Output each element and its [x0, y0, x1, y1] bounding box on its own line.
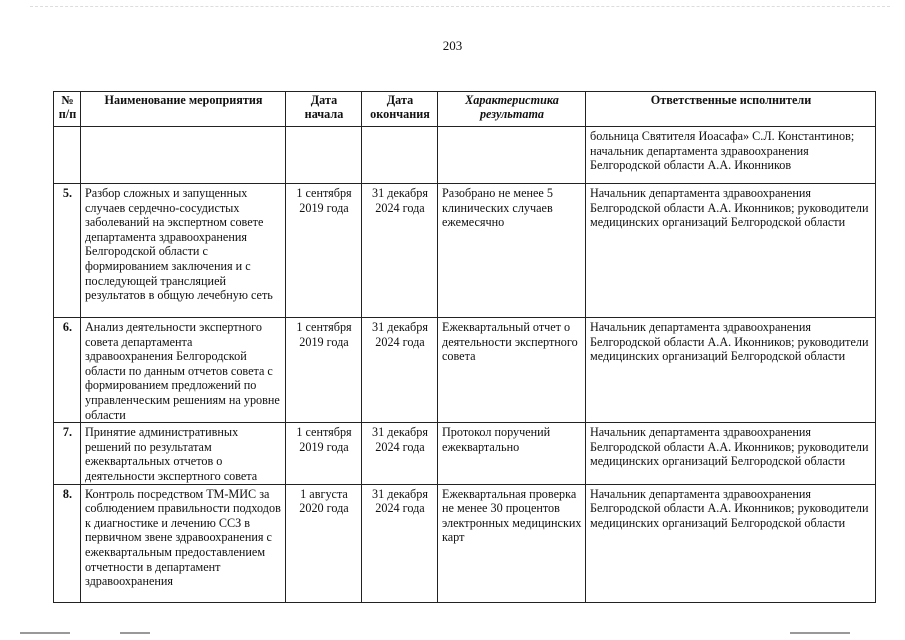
row-end-date: 31 декабря 2024 года [362, 484, 438, 602]
row-end-date [362, 127, 438, 184]
table-row [54, 318, 876, 423]
row-result: Протокол поручений ежеквартально [438, 423, 586, 484]
header-start-date: Дата начала [286, 92, 362, 127]
table-row [54, 484, 876, 602]
row-responsible: Начальник департамента здравоохранения Белгородской области А.А. Иконников; руководители медицинских организаций Белгородской области [586, 484, 876, 602]
row-result: Ежеквартальный отчет о деятельности экспертного совета [438, 318, 586, 423]
row-result: Ежеквартальная проверка не менее 30 процентов электронных медицинских карт [438, 484, 586, 602]
row-responsible: больница Святителя Иоасафа» С.Л. Константинов; начальник департамента здравоохранения Белгородской области А.А. Иконников [586, 127, 876, 184]
row-end-date: 31 декабря 2024 года [362, 423, 438, 484]
row-name: Разбор сложных и запущенных случаев сердечно-сосудистых заболеваний на экспертном совете департамента здравоохранения Белгородской области с формированием заключения и с последующей трансляцией результатов в общую лечебную сеть [81, 184, 286, 318]
header-num: № п/п [54, 92, 81, 127]
row-result: Разобрано не менее 5 клинических случаев ежемесячно [438, 184, 586, 318]
row-start-date: 1 сентября 2019 года [286, 184, 362, 318]
row-num: 5. [54, 184, 81, 318]
row-start-date: 1 августа 2020 года [286, 484, 362, 602]
row-end-date: 31 декабря 2024 года [362, 184, 438, 318]
row-responsible: Начальник департамента здравоохранения Белгородской области А.А. Иконников; руководители медицинских организаций Белгородской области [586, 184, 876, 318]
page-number: 203 [442, 38, 463, 53]
row-num [54, 127, 81, 184]
header-name: Наименование мероприятия [81, 92, 286, 127]
row-end-date: 31 декабря 2024 года [362, 318, 438, 423]
row-name: Анализ деятельности экспертного совета департамента здравоохранения Белгородской области по данным отчетов совета с формированием предложений по управленческим решениям на уровне области [81, 318, 286, 423]
row-num: 8. [54, 484, 81, 602]
table-row [54, 184, 876, 318]
row-start-date: 1 сентября 2019 года [286, 318, 362, 423]
header-end-date: Дата окончания [362, 92, 438, 127]
header-responsible: Ответственные исполнители [586, 92, 876, 127]
row-result [438, 127, 586, 184]
header-result: Характеристика результата [438, 92, 586, 127]
table-row [54, 127, 876, 184]
row-name [81, 127, 286, 184]
table-row [54, 423, 876, 484]
row-name: Принятие административных решений по результатам ежеквартальных отчетов о деятельности экспертного совета [81, 423, 286, 484]
row-num: 7. [54, 423, 81, 484]
row-name: Контроль посредством ТМ-МИС за соблюдением правильности подходов к диагностике и лечению ССЗ в первичном звене здравоохранения с ежеквартальным предоставлением отчетности в департамент здравоохранения [81, 484, 286, 602]
row-responsible: Начальник департамента здравоохранения Белгородской области А.А. Иконников; руководители медицинских организаций Белгородской области [586, 318, 876, 423]
scan-edge-marks [0, 632, 905, 638]
row-start-date: 1 сентября 2019 года [286, 423, 362, 484]
row-responsible: Начальник департамента здравоохранения Белгородской области А.А. Иконников; руководители медицинских организаций Белгородской области [586, 423, 876, 484]
row-num: 6. [54, 318, 81, 423]
row-start-date [286, 127, 362, 184]
table-header-row [54, 92, 876, 127]
scan-edge-line [30, 6, 890, 7]
action-plan-table [53, 91, 876, 603]
